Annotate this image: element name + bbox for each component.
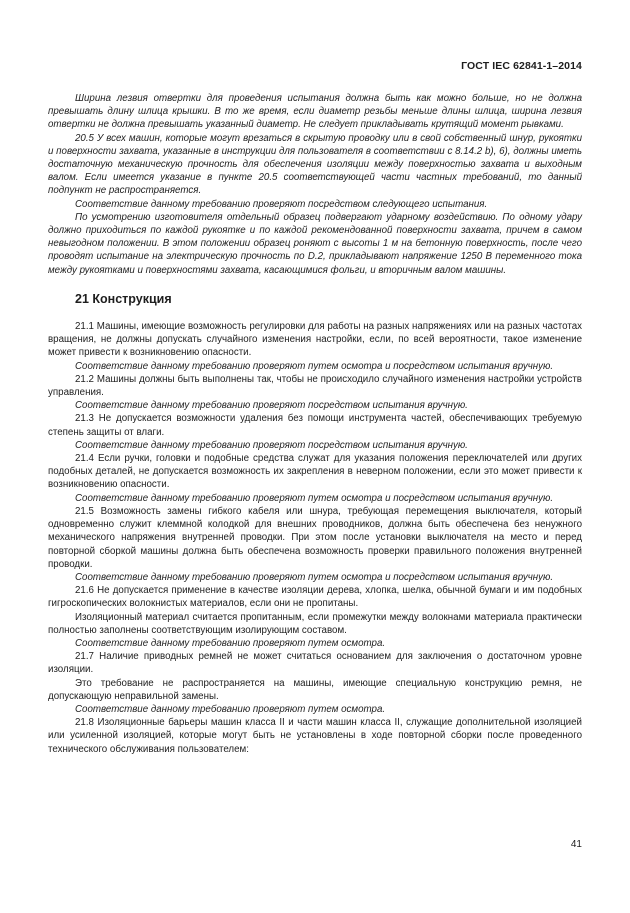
paragraph: 21.2 Машины должны быть выполнены так, чтобы не происходило случайного изменения настройки устройств управления. — [48, 373, 582, 399]
paragraph: 21.4 Если ручки, головки и подобные средства служат для указания положения переключателей или других подобных деталей, не допускается возможность их закрепления в неверном положении, если это может привести к возникновению опасности. — [48, 453, 582, 491]
paragraph: Соответствие данному требованию проверяют посредством испытания вручную. — [75, 439, 468, 451]
paragraph: Соответствие данному требованию проверяют путем осмотра. — [75, 703, 386, 715]
section-heading: 21 Конструкция — [75, 291, 172, 306]
paragraph: 21.7 Наличие приводных ремней не может считаться основанием для заключения о достаточном уровне изоляции. — [48, 651, 582, 676]
paragraph: 20.5 У всех машин, которые могут врезаться в скрытую проводку или в свой собственный шнур, рукоятки и поверхности захвата, указанные в инструкции для пользователя в соответствии с 8.14.2 b), 6), должны иметь достаточную механическую прочность для обеспечения изоляции между поверхностью захвата и выходным валом. Если имеется указание в пункте 20.5 соответствующей части частных требований, то данный подпункт не распространяется. — [48, 132, 582, 197]
paragraph: 21.8 Изоляционные барьеры машин класса II и части машин класса II, служащие дополнительной изоляцией или усиленной изоляцией, которые могут быть не установлены в ходе повторной сборки после проведенного технического обслуживания пользователем: — [48, 717, 582, 755]
paragraph: Изоляционный материал считается пропитанным, если промежутки между волокнами материала практически полностью заполнены соответствующим изолирующим составом. — [48, 611, 582, 636]
paragraph: Ширина лезвия отвертки для проведения испытания должна быть как можно больше, но не должна превышать длину шлица крышки. В то же время, если диаметр резьбы меньше длины шлица, ширина лезвия отвертки не должна превышать указанный диаметр. Не следует прикладывать крутящий момент рывками. — [48, 93, 582, 131]
paragraph: Соответствие данному требованию проверяют путем осмотра и посредством испытания вручную. — [75, 492, 554, 504]
paragraph: Соответствие данному требованию проверяют путем осмотра и посредством испытания вручную. — [75, 571, 554, 583]
paragraph: 21.3 Не допускается возможности удаления без помощи инструмента частей, обеспечивающих требуемую степень защиты от влаги. — [48, 413, 582, 438]
page-body — [48, 92, 582, 756]
paragraph: Соответствие данному требованию проверяют посредством испытания вручную. — [75, 400, 468, 412]
paragraph: 21.5 Возможность замены гибкого кабеля или шнура, требующая перемещения выключателя, который одновременно служит клеммной колодкой для внешних проводников, должна быть обеспечена без ненужного механического напряжения внутренней проводки. При этом после установки выключателя на место и перед повторной сборкой машины должна быть обеспечена возможность проверки правильного положения внутренней проводки. — [48, 505, 582, 570]
paragraph: 21.6 Не допускается применение в качестве изоляции дерева, хлопка, шелка, обычной бумаги и им подобных гигроскопических волокнистых материалов, если они не пропитаны. — [48, 585, 582, 610]
paragraph: 21.1 Машины, имеющие возможность регулировки для работы на разных напряжениях или на разных частотах вращения, не должны допускать случайного изменения настройки, если, по всей вероятности, такое изменение может привести к возникновению опасности. — [48, 321, 582, 359]
document-code: ГОСТ IEC 62841-1–2014 — [461, 60, 582, 72]
paragraph: Это требование не распространяется на машины, имеющие специальную конструкцию ремня, не допускающую неправильной замены. — [48, 677, 582, 702]
paragraph: Соответствие данному требованию проверяют путем осмотра. — [75, 637, 386, 649]
page-number: 41 — [570, 839, 582, 850]
paragraph: Соответствие данному требованию проверяют путем осмотра и посредством испытания вручную. — [75, 360, 554, 372]
paragraph: Соответствие данному требованию проверяют посредством следующего испытания. — [75, 198, 488, 210]
paragraph: По усмотрению изготовителя отдельный образец подвергают ударному воздействию. По одному удару должно приходиться по каждой рукоятке и по каждой рекомендованной поверхности захвата, причем в самом невыгодном положении. В этом положении образец роняют с высоты 1 м на бетонную поверхность, после чего проводят испытание на электрическую прочность по D.2, прикладывают напряжение 1250 В переменного тока между рукоятками и поверхностями захвата, касающимися фольги, и вторичным валом машины. — [48, 211, 582, 276]
